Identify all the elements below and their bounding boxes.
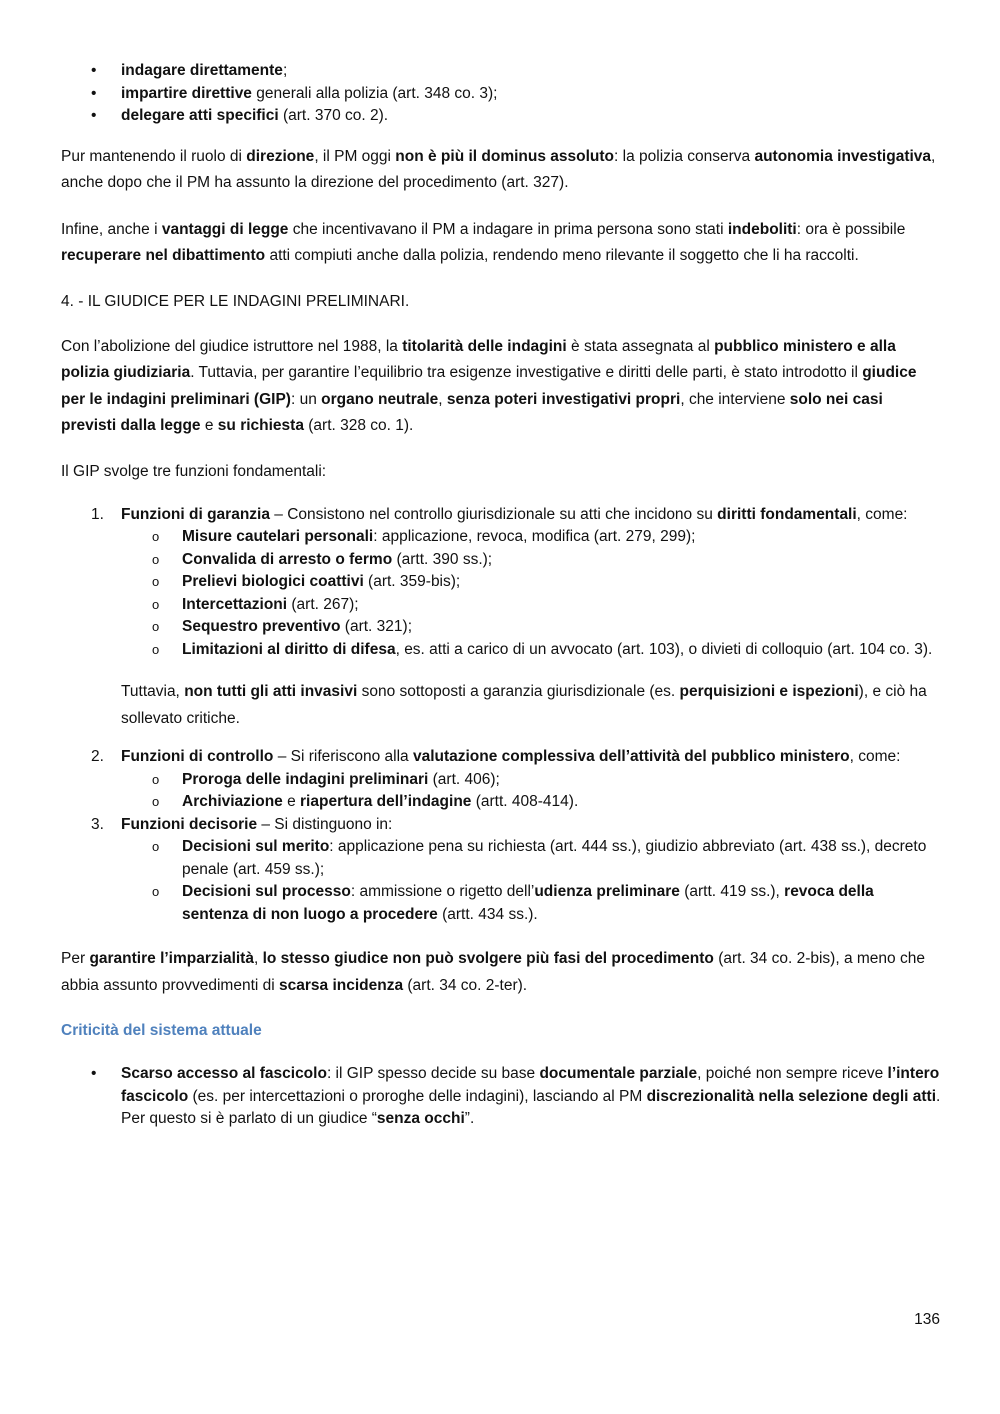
list-item: • Scarso accesso al fascicolo: il GIP spesso decide su base documentale parziale, poiché non sempre riceve l’intero fascicolo (es. per intercettazioni o proroghe delle indagini), lasciando al PM discrezionalità nella selezione degli atti. Per questo si è parlato di un giudice “senza occhi”. <box>121 1063 941 1131</box>
section-heading: 4. - IL GIUDICE PER LE INDAGINI PRELIMINARI. <box>61 292 410 310</box>
paragraph-legal-advantages: Infine, anche i vantaggi di legge che incentivavano il PM a indagare in prima persona sono stati indeboliti: ora è possibile recuperare nel dibattimento atti compiuti anche dalla polizia, rendendo meno rilevante il soggetto che li ha raccolti. <box>61 220 906 264</box>
criticita-list <box>61 1063 941 1131</box>
paragraph-pm-direction: Pur mantenendo il ruolo di direzione, il PM oggi non è più il dominus assoluto: la polizia conserva autonomia investigativa, anche dopo che il PM ha assunto la direzione del procedimento (art. 327). <box>61 147 936 191</box>
list-item: o Archiviazione e riapertura dell’indagine (artt. 408-414). <box>182 791 941 814</box>
control-functions-sublist <box>121 769 941 814</box>
guarantee-note: Tuttavia, non tutti gli atti invasivi sono sottoposti a garanzia giurisdizionale (es. perquisizioni e ispezioni), e ciò ha sollevato critiche. <box>121 683 927 727</box>
paragraph-gip-functions: Il GIP svolge tre funzioni fondamentali: <box>61 462 327 480</box>
list-item: o Prelievi biologici coattivi (art. 359-bis); <box>182 571 941 594</box>
list-item: o Decisioni sul processo: ammissione o rigetto dell’udienza preliminare (artt. 419 ss.), revoca della sentenza di non luogo a procedere (artt. 434 ss.). <box>182 881 941 926</box>
subheading-criticita: Criticità del sistema attuale <box>61 1022 262 1039</box>
pm-powers-list <box>61 60 941 128</box>
guarantee-functions-sublist <box>121 526 941 661</box>
list-item: o Intercettazioni (art. 267); <box>182 594 941 617</box>
decision-functions-sublist <box>121 836 941 926</box>
list-item: o Decisioni sul merito: applicazione pena su richiesta (art. 444 ss.), giudizio abbreviato (art. 438 ss.), decreto penale (art. 459 ss.); <box>182 836 941 881</box>
gip-functions-list <box>61 504 941 927</box>
list-item: 2. Funzioni di controllo – Si riferiscono alla valutazione complessiva dell’attività del pubblico ministero, come: o Proroga delle indagini preliminari (art. 406); o Archiviazione e riapertura dell’indagine (artt. 408-414). <box>121 746 941 814</box>
list-item: o Convalida di arresto o fermo (artt. 390 ss.); <box>182 549 941 572</box>
list-item: 1. Funzioni di garanzia – Consistono nel controllo giurisdizionale su atti che incidono su diritti fondamentali, come: o Misure cautelari personali: applicazione, revoca, modifica (art. 279, 299); o Convalida di arresto o fermo (artt. 390 ss.); o Prelievi biologici coattivi (art. 359-bis); o Intercettazioni (art. 267); o Sequestro preventivo (art. 321); o Limitazioni al diritto di difesa, es. atti a carico di un avvocato (art. 103), o divieti di colloquio (art. 104 co. 3). Tuttavia, non tutti gli atti invasivi sono sottoposti a garanzia giurisdizionale (es. perquisizioni e ispezioni), e ciò ha sollevato critiche. <box>121 504 941 733</box>
list-item: • delegare atti specifici (art. 370 co. 2). <box>121 105 941 128</box>
page-content <box>61 60 941 1131</box>
list-item: • impartire direttive generali alla polizia (art. 348 co. 3); <box>121 83 941 106</box>
list-item: • indagare direttamente; <box>121 60 941 83</box>
list-item: o Misure cautelari personali: applicazione, revoca, modifica (art. 279, 299); <box>182 526 941 549</box>
page-number: 136 <box>914 1311 940 1328</box>
list-item: o Proroga delle indagini preliminari (art. 406); <box>182 769 941 792</box>
list-item: o Sequestro preventivo (art. 321); <box>182 616 941 639</box>
list-item: 3. Funzioni decisorie – Si distinguono in: o Decisioni sul merito: applicazione pena su richiesta (art. 444 ss.), giudizio abbreviato (art. 438 ss.), decreto penale (art. 459 ss.); o Decisioni sul processo: ammissione o rigetto dell’udienza preliminare (artt. 419 ss.), revoca della sentenza di non luogo a procedere (artt. 434 ss.). <box>121 814 941 927</box>
paragraph-impartiality: Per garantire l’imparzialità, lo stesso giudice non può svolgere più fasi del procedimento (art. 34 co. 2-bis), a meno che abbia assunto provvedimenti di scarsa incidenza (art. 34 co. 2-ter). <box>61 950 925 994</box>
paragraph-gip-intro: Con l’abolizione del giudice istruttore nel 1988, la titolarità delle indagini è stata assegnata al pubblico ministero e alla polizia giudiziaria. Tuttavia, per garantire l’equilibrio tra esigenze investigative e diritti delle parti, è stato introdotto il giudice per le indagini preliminari (GIP): un organo neutrale, senza poteri investigativi propri, che interviene solo nei casi previsti dalla legge e su richiesta (art. 328 co. 1). <box>61 337 917 434</box>
list-item: o Limitazioni al diritto di difesa, es. atti a carico di un avvocato (art. 103), o divieti di colloquio (art. 104 co. 3). <box>182 639 941 662</box>
